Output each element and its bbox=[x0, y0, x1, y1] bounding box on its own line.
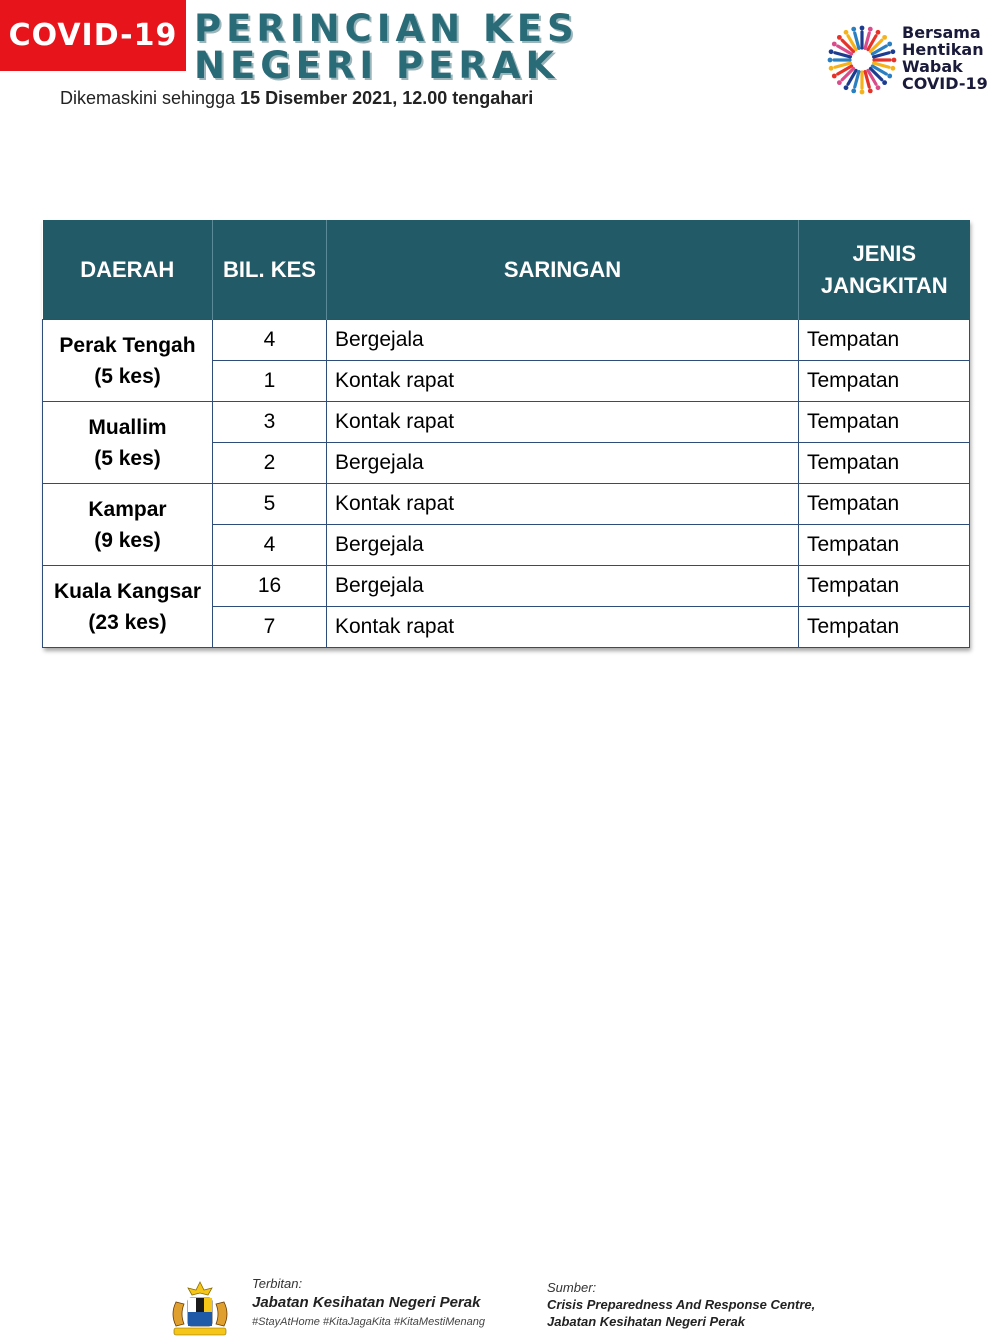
logo-dot bbox=[876, 85, 881, 90]
publisher-block bbox=[252, 1276, 485, 1328]
case-count: 1 bbox=[213, 361, 327, 402]
logo-dot bbox=[868, 27, 873, 32]
logo-dot bbox=[829, 66, 834, 71]
logo-dot bbox=[891, 49, 896, 54]
logo-dot bbox=[844, 30, 849, 35]
screening-type: Bergejala bbox=[327, 525, 799, 566]
case-count: 3 bbox=[213, 402, 327, 443]
logo-dot bbox=[832, 42, 837, 47]
logo-line-4: COVID-19 bbox=[902, 74, 988, 93]
district-total: (9 kes) bbox=[94, 528, 161, 552]
logo-dot bbox=[892, 58, 897, 63]
district-total: (5 kes) bbox=[94, 364, 161, 388]
title-line-2: NEGERI PERAK bbox=[194, 44, 560, 87]
table-header-row bbox=[43, 220, 970, 320]
case-count: 7 bbox=[213, 607, 327, 648]
infection-type: Tempatan bbox=[799, 320, 970, 361]
logo-dot bbox=[887, 74, 892, 79]
infection-type: Tempatan bbox=[799, 607, 970, 648]
header-bil-kes: BIL. KES bbox=[213, 220, 327, 320]
logo-line-1: Bersama bbox=[902, 23, 981, 42]
infection-type: Tempatan bbox=[799, 361, 970, 402]
infection-type: Tempatan bbox=[799, 525, 970, 566]
logo-text bbox=[902, 24, 988, 92]
district-total: (23 kes) bbox=[88, 610, 167, 634]
logo-dot bbox=[828, 58, 833, 63]
logo-dot bbox=[844, 85, 849, 90]
case-count: 4 bbox=[213, 525, 327, 566]
infection-type: Tempatan bbox=[799, 443, 970, 484]
logo-dot bbox=[829, 49, 834, 54]
district-name: Muallim bbox=[88, 415, 167, 439]
screening-type: Kontak rapat bbox=[327, 607, 799, 648]
screening-type: Bergejala bbox=[327, 320, 799, 361]
header-jenis-line-2: JANGKITAN bbox=[820, 272, 948, 298]
case-table bbox=[42, 220, 969, 648]
badge-label: COVID-19 bbox=[8, 18, 178, 53]
district-cell bbox=[43, 566, 213, 648]
infection-type: Tempatan bbox=[799, 566, 970, 607]
logo-dot bbox=[882, 35, 887, 40]
logo-dot bbox=[887, 42, 892, 47]
table-row bbox=[43, 484, 970, 525]
case-count: 16 bbox=[213, 566, 327, 607]
logo-dot bbox=[868, 89, 873, 94]
logo-dot bbox=[891, 66, 896, 71]
update-date: 15 Disember 2021, 12.00 tengahari bbox=[240, 88, 534, 108]
logo-dot bbox=[851, 27, 856, 32]
screening-type: Kontak rapat bbox=[327, 402, 799, 443]
header-jenis-jangkitan bbox=[799, 220, 970, 320]
hashtags: #StayAtHome #KitaJagaKita #KitaMestiMenang bbox=[252, 1316, 485, 1328]
logo-line-3: Wabak bbox=[902, 57, 963, 76]
header-daerah: DAERAH bbox=[43, 220, 213, 320]
source-line-1: Crisis Preparedness And Response Centre, bbox=[547, 1297, 816, 1312]
district-total: (5 kes) bbox=[94, 446, 161, 470]
screening-type: Kontak rapat bbox=[327, 484, 799, 525]
logo-dot bbox=[837, 35, 842, 40]
header-jenis-line-1: JENIS bbox=[852, 240, 917, 266]
district-cell bbox=[43, 484, 213, 566]
malaysia-coat-of-arms-icon bbox=[162, 1280, 238, 1338]
screening-type: Kontak rapat bbox=[327, 361, 799, 402]
case-count: 5 bbox=[213, 484, 327, 525]
logo-dot bbox=[832, 74, 837, 79]
publisher-name: Jabatan Kesihatan Negeri Perak bbox=[252, 1294, 481, 1311]
logo-dot bbox=[860, 90, 865, 95]
infection-type: Tempatan bbox=[799, 402, 970, 443]
title-line-1: PERINCIAN KES bbox=[194, 7, 579, 50]
logo-dot bbox=[882, 80, 887, 85]
district-cell bbox=[43, 320, 213, 402]
table-row bbox=[43, 320, 970, 361]
logo-dot bbox=[851, 89, 856, 94]
source-label: Sumber: bbox=[547, 1280, 597, 1295]
table-row bbox=[43, 566, 970, 607]
screening-type: Bergejala bbox=[327, 443, 799, 484]
logo-line-2: Hentikan bbox=[902, 40, 984, 59]
case-count: 2 bbox=[213, 443, 327, 484]
publisher-label: Terbitan: bbox=[252, 1276, 303, 1291]
district-cell bbox=[43, 402, 213, 484]
logo-dot bbox=[876, 30, 881, 35]
page-title bbox=[194, 7, 579, 87]
logo-dot bbox=[837, 80, 842, 85]
district-name: Kuala Kangsar bbox=[53, 579, 202, 603]
district-name: Kampar bbox=[88, 497, 167, 521]
header-saringan: SARINGAN bbox=[327, 220, 799, 320]
source-block bbox=[547, 1280, 815, 1329]
update-prefix: Dikemaskini sehingga bbox=[60, 88, 241, 108]
source-line-2: Jabatan Kesihatan Negeri Perak bbox=[547, 1314, 745, 1329]
update-timestamp bbox=[60, 88, 533, 109]
case-count: 4 bbox=[213, 320, 327, 361]
logo-dot bbox=[860, 26, 865, 31]
district-name: Perak Tengah bbox=[59, 333, 196, 357]
covid-19-badge bbox=[0, 0, 186, 71]
bersama-hentikan-wabak-logo bbox=[826, 18, 996, 102]
infection-type: Tempatan bbox=[799, 484, 970, 525]
screening-type: Bergejala bbox=[327, 566, 799, 607]
logo-burst-icon bbox=[826, 18, 898, 102]
table-row bbox=[43, 402, 970, 443]
